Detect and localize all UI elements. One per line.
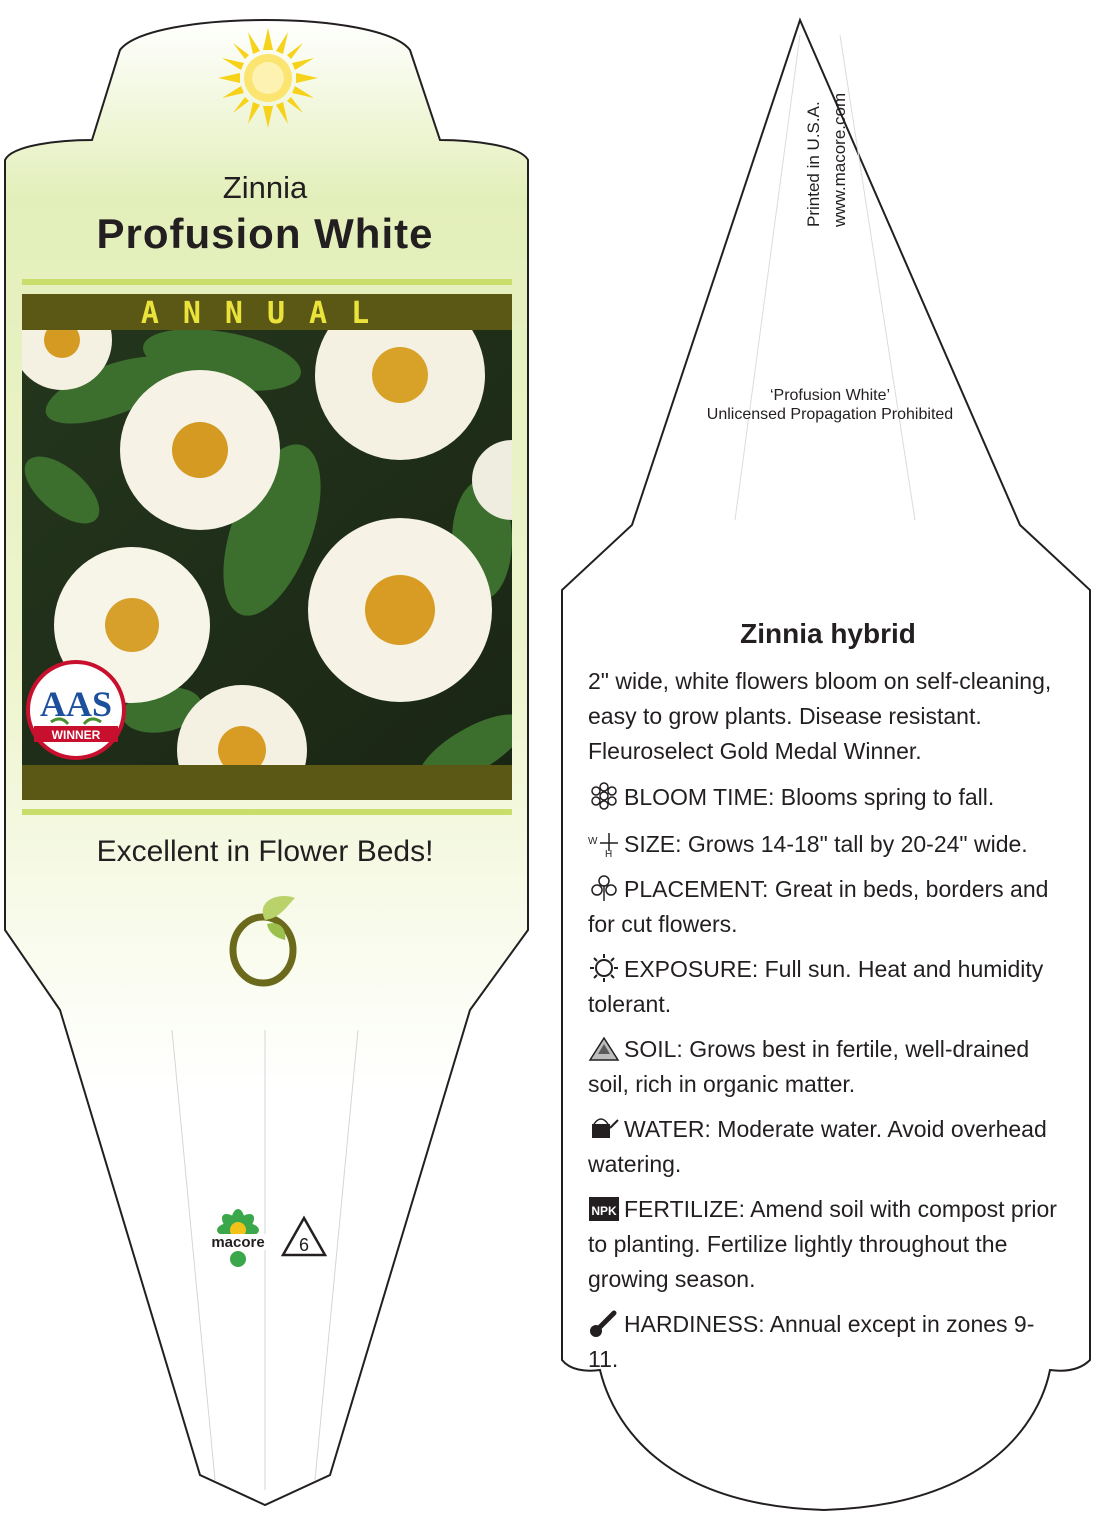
flower (120, 370, 280, 530)
care-text: Moderate water. Avoid overhead watering. (588, 1116, 1047, 1177)
badge-winner-text: WINNER (51, 728, 101, 742)
care-row-water (588, 1112, 1058, 1182)
pvp-text: Unlicensed Propagation Prohibited (706, 406, 954, 423)
svg-text:NPK: NPK (591, 1204, 617, 1218)
flower (308, 518, 492, 702)
care-label: BLOOM TIME: (624, 784, 775, 810)
care-label: PLACEMENT: (624, 876, 769, 902)
care-text: Great in beds, borders and for cut flowers. (588, 876, 1049, 937)
care-label: EXPOSURE: (624, 956, 759, 982)
care-text: Grows best in fertile, well-drained soil, rich in organic matter. (588, 1036, 1030, 1097)
macore-logo (203, 1205, 273, 1270)
care-label: SIZE: (624, 831, 682, 857)
brand-name: macore (211, 1234, 265, 1251)
care-text: Annual except in zones 9-11. (588, 1311, 1035, 1372)
care-label: FERTILIZE: (624, 1196, 745, 1222)
care-row-bloom (588, 780, 1058, 815)
care-text: Blooms spring to fall. (780, 784, 995, 810)
pvp-notice (640, 386, 1020, 424)
genus-name: Zinnia (222, 170, 308, 205)
category-label: ANNUAL (140, 296, 394, 331)
care-text: Grows 14-18" tall by 20-24" wide. (687, 831, 1028, 857)
website: www.macore.com (830, 92, 849, 227)
tagline: Excellent in Flower Beds! (96, 835, 434, 868)
care-row-fertilize (588, 1192, 1058, 1297)
svg-text:W: W (588, 836, 598, 847)
description: 2" wide, white flowers bloom on self-cleaning, easy to grow plants. Disease resistant. Fleuroselect Gold Medal Winner. (588, 668, 1052, 764)
svg-text:H: H (605, 849, 613, 857)
care-label: HARDINESS: (624, 1311, 765, 1337)
species-title: Zinnia hybrid (740, 618, 916, 649)
annual-swirl-logo (225, 890, 305, 990)
care-row-soil (588, 1032, 1058, 1102)
care-row-size (588, 827, 1058, 862)
care-row-hardiness (588, 1307, 1058, 1377)
pvp-variety: ‘Profusion White’ (769, 387, 891, 404)
care-label: WATER: (624, 1116, 711, 1142)
aas-winner-badge (26, 660, 126, 760)
sun-icon (588, 954, 620, 982)
size-arrows-icon (588, 829, 620, 857)
care-row-placement (588, 872, 1058, 942)
care-text: Amend soil with compost prior to planting. Fertilize lightly throughout the growing season. (588, 1196, 1057, 1292)
sun-icon (218, 28, 318, 128)
npk-bag-icon (588, 1194, 620, 1222)
recycle-icon (280, 1215, 328, 1260)
thermometer-icon (588, 1309, 620, 1337)
badge-aas-text: AAS (39, 684, 113, 724)
watering-can-icon (588, 1114, 620, 1142)
flower (315, 330, 485, 460)
printed-in-usa: Printed in U.S.A. (804, 101, 823, 227)
care-row-exposure (588, 952, 1058, 1022)
variety-name: Profusion White (96, 210, 434, 257)
placement-plants-icon (588, 874, 620, 902)
care-label: SOIL: (624, 1036, 683, 1062)
flower-icon (588, 782, 620, 810)
recycle-code: 6 (298, 1235, 310, 1255)
soil-mound-icon (588, 1034, 620, 1062)
care-text: Full sun. Heat and humidity tolerant. (588, 956, 1044, 1017)
